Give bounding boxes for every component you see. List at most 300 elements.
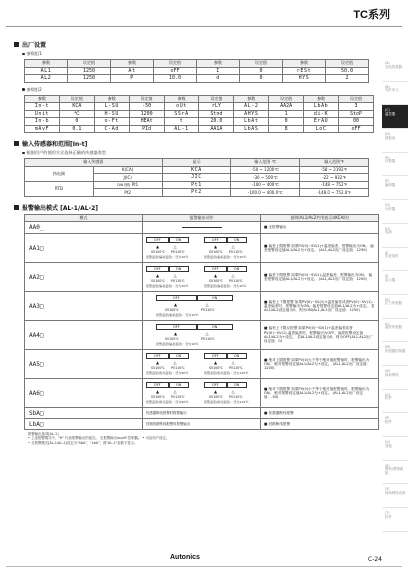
param-code: At	[111, 67, 154, 75]
marker-triangle-icon: △	[231, 360, 235, 365]
pv-label: PV110℃	[229, 279, 243, 283]
pv-label: PV110℃	[171, 395, 185, 399]
on-bar: ON	[169, 382, 189, 388]
sidebar-tab-code: (S)	[385, 487, 390, 492]
param-code: In-t	[25, 103, 60, 111]
sidebar-tab-label: 压力传感器	[385, 301, 402, 306]
param-value: Stnd	[199, 110, 234, 118]
sidebar-tab-label: 传感器控制器	[385, 348, 406, 353]
alarm-diagram	[143, 292, 261, 321]
sidebar-tab[interactable]	[382, 508, 408, 532]
group2-title: 参数组2	[22, 87, 376, 93]
display-cell: Pt1	[162, 181, 231, 189]
pv-label: PV110℃	[171, 366, 185, 370]
param-code: mAvF	[25, 125, 60, 133]
param-code: AHYS	[234, 110, 269, 118]
marker-triangle-icon: △	[205, 331, 209, 336]
off-bar: OFF	[146, 237, 169, 243]
alarm-table	[24, 214, 379, 431]
param-header: 设定值	[326, 60, 369, 68]
alarm-mode-code: AA1□	[25, 234, 143, 263]
sidebar-tab[interactable]	[382, 153, 408, 177]
param-code: L-SU	[94, 103, 129, 111]
alarm-description: ■ 偏差上限报警 如果PV(0)~SV(1)+温差偏差，报警输出为ON。 偏差报警设定值AL1/AL2为+设定。 (AL1,AL2出厂设定值：1250)	[261, 234, 379, 263]
marker-triangle-icon: △	[205, 302, 209, 307]
off-bar: OFF	[146, 266, 169, 272]
param-header: 设定值	[269, 95, 304, 103]
col-range-c: 输入范围 ℃	[231, 159, 300, 167]
sidebar-tab-label: 步进电机	[385, 254, 399, 259]
param-value: oFF	[154, 67, 197, 75]
marker-triangle-icon: △	[173, 360, 177, 365]
alarm-diagram	[143, 234, 261, 263]
sv-label: SV100℃	[151, 395, 165, 399]
sidebar-tab-code: (B)	[385, 84, 390, 89]
sidebar	[382, 58, 408, 532]
page-number: C-24	[368, 556, 382, 563]
alarm-caption: 报警温度(偏差温度)：设为10℃	[204, 255, 247, 259]
on-bar: ON	[169, 237, 189, 243]
series-title: TC系列	[353, 9, 390, 21]
alarm-diagram	[143, 379, 261, 408]
sidebar-tab-code: (Q)	[385, 440, 390, 444]
param-header: 设定值	[59, 95, 94, 103]
marker-triangle-icon: ▲	[174, 331, 178, 336]
input-note: 根据用户的使用方式选择正确的传感器类型	[22, 150, 376, 156]
sidebar-tab-code: (I)	[385, 250, 389, 255]
param-value: 0.1	[59, 125, 94, 133]
alarm-diagram-box	[146, 293, 257, 319]
marker-triangle-icon: ▲	[156, 244, 160, 249]
group2-table	[24, 95, 374, 134]
sidebar-tab-label: 图形/逻辑面板	[385, 467, 404, 475]
param-row	[25, 67, 369, 75]
pv-label: PV110℃	[201, 308, 215, 312]
sidebar-tab[interactable]	[382, 295, 408, 319]
param-code: I	[197, 67, 240, 75]
sensor-cell: DIN 规格 Pt1	[93, 181, 162, 189]
param-code: LbAb	[304, 103, 339, 111]
sidebar-tab-label: 光电传感器	[385, 64, 402, 69]
param-header: 参数	[197, 60, 240, 68]
alarm-mode-code: AA4□	[25, 321, 143, 350]
param-value: AA1A	[199, 125, 234, 133]
sidebar-tab[interactable]	[382, 319, 408, 343]
alarm-diagram-text: 控制回路断线报警时报警输出	[146, 422, 191, 426]
param-code: LoC	[304, 125, 339, 133]
rtd-label: RTD	[25, 181, 94, 196]
on-bar: ON	[227, 266, 247, 272]
sidebar-tab-code: (C)	[385, 108, 390, 113]
group1-title: 参数组1	[22, 51, 376, 57]
param-header: 设定值	[339, 95, 374, 103]
param-header: 设定值	[154, 60, 197, 68]
param-code: LbAS	[234, 125, 269, 133]
alarm-diagram-box	[146, 322, 257, 348]
param-value: 00	[339, 118, 374, 126]
marker-triangle-icon: ▲	[156, 389, 160, 394]
sidebar-tab-code: (N)	[385, 368, 390, 373]
range-f-cell: -58 ~ 2192℉	[300, 166, 369, 174]
sidebar-tab-code: (M)	[385, 345, 391, 350]
alarm-caption: 报警温度(偏差温度)：设为10℃	[146, 284, 189, 288]
sidebar-tab-label: 温度传感器	[385, 325, 402, 330]
sidebar-tab-code: (D)	[385, 132, 390, 137]
off-bar: OFF	[204, 266, 227, 272]
sidebar-tab-code: (K)	[385, 297, 390, 302]
param-value: 1	[269, 110, 304, 118]
tc-label: 热电偶	[25, 166, 94, 181]
sv-label: SV100℃	[151, 279, 165, 283]
param-code: d	[197, 75, 240, 83]
param-value: 10.0	[154, 75, 197, 83]
bullet-icon	[22, 88, 25, 91]
sidebar-tab[interactable]	[382, 105, 408, 129]
pv-label: PV110℃	[171, 279, 185, 283]
marker-triangle-icon: △	[231, 273, 235, 278]
sidebar-tab-label: 软件	[385, 396, 392, 401]
sidebar-tab-code: (O)	[385, 392, 390, 397]
param-value: StoP	[339, 110, 374, 118]
sidebar-tab[interactable]	[382, 342, 408, 366]
alarm-row	[25, 234, 379, 263]
pv-label: PV110℃	[229, 250, 243, 254]
on-bar: ON	[197, 324, 233, 330]
alarm-diagram	[143, 350, 261, 379]
alarm-notes: 报警输出选项[AL-1] • 上述报警模式中，"H" 代表报警输出的延迟。 无报警输出on/off 控制器。 • 可由用户设定。 • 当报警模式[AL-1/AL-2]设定为"SbA"、"LbA"，则"AL-1"参数不显示。	[28, 432, 170, 445]
param-value: 8	[269, 125, 304, 133]
sidebar-tab-code: (J)	[385, 274, 389, 279]
sidebar-tab[interactable]	[382, 248, 408, 272]
range-c-cell: -50 ~ 1200℃	[231, 166, 300, 174]
alarm-diagram-box	[146, 264, 257, 290]
alarm-row	[25, 379, 379, 408]
alarm-row	[25, 263, 379, 292]
pv-label: PV110℃	[229, 395, 243, 399]
sidebar-tab-code: (H)	[385, 226, 390, 231]
sidebar-tab-label: 其他	[385, 443, 392, 448]
sidebar-tab-label: 软件	[385, 514, 392, 519]
alarm-mode-code: SbA□	[25, 408, 143, 419]
alarm-caption: 报警温度(偏差温度)：设为10℃	[156, 342, 199, 346]
param-header: 参数	[283, 60, 326, 68]
param-value: KCA	[59, 103, 94, 111]
sidebar-tab-label: 温控器	[385, 111, 396, 116]
param-header: 设定值	[129, 95, 164, 103]
param-code: AL-2	[234, 103, 269, 111]
param-header: 参数	[111, 60, 154, 68]
param-header: 参数	[25, 95, 60, 103]
param-code: AL1	[25, 67, 68, 75]
sidebar-tab-label: 面板表	[385, 135, 396, 140]
param-value: HEAt	[129, 118, 164, 126]
param-value: 1250	[68, 75, 111, 83]
param-value: rLY	[199, 103, 234, 111]
col-display: 显示	[162, 159, 231, 167]
sidebar-tab[interactable]	[382, 437, 408, 461]
param-value: PId	[129, 125, 164, 133]
param-row	[25, 103, 374, 111]
param-header: 参数	[164, 95, 199, 103]
range-f-cell: -22 ~ 932℉	[300, 174, 369, 182]
display-cell: Pt2	[162, 189, 231, 197]
param-code: AL2	[25, 75, 68, 83]
param-row	[25, 118, 374, 126]
alarm-description: ■ 偏差上下限反报警 如果PV(0)~SV(1)+温差偏差或者PV(0)~SV(1)-温差偏差时，报警输出为OFF。偏差报警设定值AL1/AL2为+设定。 若AL1/AL2设定值为0，则为OFF(AL1,AL2出厂设定值：0)	[261, 321, 379, 350]
col-mode: 模式	[25, 214, 143, 222]
range-c-cell: -100.0 ~ 400.0℃	[231, 189, 300, 197]
marker-triangle-icon: ▲	[214, 244, 218, 249]
alarm-diagram-text: 传感器断线报警时报警输出	[146, 411, 187, 415]
param-value: 1200	[129, 110, 164, 118]
marker-triangle-icon: △	[231, 389, 235, 394]
param-header: 参数	[25, 60, 68, 68]
off-bar: OFF	[146, 353, 169, 359]
alarm-row	[25, 292, 379, 321]
on-bar: ON	[197, 295, 233, 301]
off-bar: OFF	[204, 382, 227, 388]
param-code: ErAU	[304, 118, 339, 126]
alarm-diagram-box	[146, 380, 257, 406]
bullet-icon	[22, 53, 25, 56]
alarm-caption: 报警温度(绝对温度)：设为110℃	[204, 371, 249, 375]
sidebar-tab-code: (A)	[385, 61, 390, 65]
param-code: H-SU	[94, 110, 129, 118]
section-bullet-icon	[14, 205, 19, 210]
din-label: DIN 规格	[117, 183, 131, 188]
param-code: AL-1	[164, 125, 199, 133]
sv-label: SV100℃	[151, 366, 165, 370]
param-header: 设定值	[240, 60, 283, 68]
brand-logo: Autonics	[170, 554, 200, 561]
sidebar-tab[interactable]	[382, 224, 408, 248]
param-header: 设定值	[68, 60, 111, 68]
marker-triangle-icon: △	[173, 244, 177, 249]
range-f-cell: -148 ~ 752℉	[300, 181, 369, 189]
param-code: HYS	[283, 75, 326, 83]
alarm-mode-code: AA3□	[25, 292, 143, 321]
sidebar-tab-label: 现场网络设备	[385, 490, 406, 495]
group1-table	[24, 59, 369, 83]
param-header: 参数	[94, 95, 129, 103]
param-code: o-Ft	[94, 118, 129, 126]
alarm-mode-code: AA0_	[25, 222, 143, 234]
param-code: rESt	[283, 67, 326, 75]
off-bar: OFF	[156, 295, 197, 301]
alarm-caption: 报警温度(偏差温度)：设为10℃	[146, 255, 189, 259]
footer-divider	[6, 566, 402, 567]
alarm-description: ■ 无报警输出	[261, 222, 379, 234]
sensor-cell: K(CA)	[93, 166, 162, 174]
header-divider	[6, 26, 402, 27]
sidebar-tab[interactable]	[382, 461, 408, 485]
alarm-caption: 报警温度(绝对温度)：设为90℃	[146, 400, 189, 404]
param-value: AA2A	[269, 103, 304, 111]
sidebar-tab-code: (E)	[385, 155, 390, 160]
param-value: 0	[269, 118, 304, 126]
sidebar-tab[interactable]	[382, 390, 408, 414]
param-code: Unit	[25, 110, 60, 118]
sv-label: SV100℃	[209, 279, 223, 283]
alarm-description: ■ 传感器断线报警	[261, 408, 379, 419]
range-f-cell: -148.0 ~ 752.0℉	[300, 189, 369, 197]
marker-triangle-icon: △	[173, 389, 177, 394]
on-bar: ON	[227, 353, 247, 359]
sensor-cell: Pt2	[93, 189, 162, 197]
alarm-caption: 报警温度(偏差温度)：设为10℃	[156, 313, 199, 317]
sidebar-tab-label: 附件	[385, 419, 392, 424]
bullet-icon	[22, 152, 25, 155]
input-table	[24, 158, 369, 197]
on-bar: ON	[169, 353, 189, 359]
sv-label: SV100℃	[165, 308, 179, 312]
sidebar-tab-label: 光纤单元	[385, 88, 399, 93]
sidebar-tab-label: 电源	[385, 230, 392, 235]
alarm-mode-code: AA5□	[25, 350, 143, 379]
param-code: P	[111, 75, 154, 83]
alarm-caption: 报警温度(绝对温度)：设为90℃	[146, 371, 189, 375]
marker-triangle-icon: ▲	[156, 360, 160, 365]
sidebar-tab[interactable]	[382, 129, 408, 153]
off-bar: OFF	[204, 237, 227, 243]
off-bar: OFF	[146, 382, 169, 388]
alarm-description: ■ 偏差下限报警 如果PV(0)~SV(1)-温差偏差，报警输出为ON。 偏差报警设定值AL1/AL2为+设定。 (AL1,AL2出厂设定值：1250)	[261, 263, 379, 292]
col-action: 报警输出动作	[143, 214, 261, 222]
alarm-caption: 报警温度(偏差温度)：设为10℃	[204, 284, 247, 288]
sidebar-tab-code: (P)	[385, 416, 390, 421]
section-bullet-icon	[14, 42, 19, 47]
sidebar-tab[interactable]	[382, 58, 408, 82]
alarm-row	[25, 419, 379, 430]
alarm-diagram	[143, 222, 261, 234]
factory-section-title: 出厂设置	[14, 40, 376, 49]
range-c-cell: -100 ~ 400℃	[231, 181, 300, 189]
marker-triangle-icon: △	[231, 244, 235, 249]
sidebar-tab[interactable]	[382, 366, 408, 390]
input-section-title: 输入传感器和范围[In-t]	[14, 139, 376, 148]
sidebar-tab[interactable]	[382, 82, 408, 106]
sidebar-tab-code: (T)	[385, 511, 390, 516]
param-value: 0	[59, 118, 94, 126]
sidebar-tab-code: (R)	[385, 463, 390, 468]
off-bar: OFF	[156, 324, 197, 330]
alarm-diagram	[143, 419, 261, 430]
alarm-row	[25, 321, 379, 350]
param-value: 1250	[68, 67, 111, 75]
alarm-row	[25, 222, 379, 234]
param-code: LbAt	[234, 118, 269, 126]
param-header: 参数	[234, 95, 269, 103]
marker-triangle-icon: △	[173, 273, 177, 278]
sidebar-tab[interactable]	[382, 176, 408, 200]
alarm-diagram	[143, 321, 261, 350]
sensor-cell: J(IC)	[93, 174, 162, 182]
display-cell: KCA	[162, 166, 231, 174]
param-value: 0	[240, 67, 283, 75]
sidebar-tab-label: 计时器	[385, 206, 396, 211]
alarm-description: ■ 偏差上下限报警 如果PV(0)~SV(1)+温差偏差或者PV(0)~SV(1)-温差偏差时，报警输出为ON。偏差报警设定值AL1/AL2为+设定。 若AL1/AL2设定值为0，则为ON(AL1,AL2出厂设定值：1250)	[261, 292, 379, 321]
param-row	[25, 75, 369, 83]
sidebar-tab[interactable]	[382, 271, 408, 295]
sv-label: SV100℃	[209, 250, 223, 254]
param-value: 20.0	[199, 118, 234, 126]
sidebar-tab-code: (G)	[385, 203, 390, 208]
alarm-diagram	[143, 263, 261, 292]
param-value: 2	[326, 75, 369, 83]
main-content	[14, 40, 376, 445]
param-value: -50	[129, 103, 164, 111]
alarm-diagram-box	[146, 351, 257, 377]
param-code: oUt	[164, 103, 199, 111]
sidebar-tab-code: (F)	[385, 179, 390, 184]
param-code: In-b	[25, 118, 60, 126]
marker-triangle-icon: ▲	[214, 273, 218, 278]
pv-label: PV110℃	[171, 250, 185, 254]
sidebar-tab[interactable]	[382, 200, 408, 224]
sidebar-tab-label: 显示器	[385, 277, 396, 282]
col-description: 说明(AL1/AL2共用表示)(KCA时)	[261, 214, 379, 222]
alarm-row	[25, 408, 379, 419]
col-sensor: 输入传感器	[25, 159, 163, 167]
alarm-diagram-box	[146, 235, 257, 261]
param-header: 参数	[304, 95, 339, 103]
alarm-section-title: 报警输出模式 [AL-1/AL-2]	[14, 203, 376, 212]
param-value: oFF	[339, 125, 374, 133]
alarm-description: ■ 回路断线报警	[261, 419, 379, 430]
pv-label: PV110℃	[229, 366, 243, 370]
param-header: 设定值	[199, 95, 234, 103]
sv-label: SV100℃	[165, 337, 179, 341]
alarm-mode-code: AA6□	[25, 379, 143, 408]
sidebar-tab-label: 现场网络	[385, 372, 399, 377]
on-bar: ON	[227, 382, 247, 388]
off-bar: OFF	[204, 353, 227, 359]
sidebar-tab-label: 编码器	[385, 183, 396, 188]
sidebar-tab-label: 计数器	[385, 159, 396, 164]
section-bullet-icon	[14, 141, 19, 146]
marker-triangle-icon: ▲	[156, 273, 160, 278]
alarm-diagram	[143, 408, 261, 419]
param-row	[25, 110, 374, 118]
sidebar-tab[interactable]	[382, 413, 408, 437]
marker-triangle-icon: ▲	[174, 302, 178, 307]
alarm-mode-code: LbA□	[25, 419, 143, 430]
param-code: C-Ad	[94, 125, 129, 133]
alarm-description: ■ 绝对下限报警 如果PV(0)小于等于绝对值报警值时，报警输出为ON。 绝对报警设定值AL1/AL2为+设定。 (AL1,AL2出厂设定值：-50)	[261, 379, 379, 408]
sv-label: SV100℃	[151, 250, 165, 254]
param-value: ℃	[59, 110, 94, 118]
range-c-cell: -30 ~ 500℃	[231, 174, 300, 182]
col-range-f: 输入范围℉	[300, 159, 369, 167]
param-code: di-K	[304, 110, 339, 118]
marker-triangle-icon: ▲	[214, 360, 218, 365]
alarm-caption: 报警温度(绝对温度)：设为110℃	[204, 400, 249, 404]
sv-label: SV100℃	[209, 395, 223, 399]
sidebar-tab-code: (L)	[385, 321, 390, 326]
param-code: SSrA	[164, 110, 199, 118]
sv-label: SV100℃	[209, 366, 223, 370]
alarm-description: ■ 绝对上限报警 如果PV(0)大于等于绝对值报警值时，报警输出为ON。 绝对报警设定值AL1/AL2为+设定。 (AL1,AL2出厂设定值：1200)	[261, 350, 379, 379]
marker-triangle-icon: ▲	[214, 389, 218, 394]
sidebar-tab[interactable]	[382, 484, 408, 508]
pv-label: PV110℃	[201, 337, 215, 341]
on-bar: ON	[169, 266, 189, 272]
param-value: 3	[339, 103, 374, 111]
param-value: 0	[240, 75, 283, 83]
param-value: 50.0	[326, 67, 369, 75]
on-bar: ON	[227, 237, 247, 243]
param-code: t	[164, 118, 199, 126]
